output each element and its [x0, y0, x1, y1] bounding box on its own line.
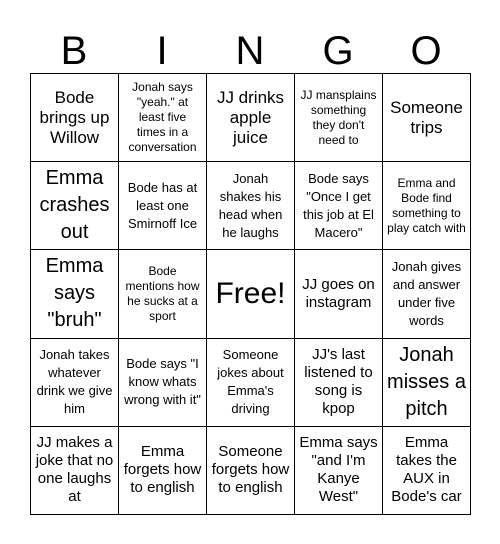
bingo-cell-text: Someone forgets how to english — [211, 443, 290, 497]
bingo-cell-text: Emma and Bode find something to play catch with — [387, 175, 466, 235]
bingo-cell-text: JJ's last listened to song is kpop — [304, 346, 373, 418]
bingo-board — [30, 73, 471, 515]
bingo-cell-text: Someone jokes about Emma's driving — [217, 347, 284, 417]
bingo-cell-text: Bode mentions how he sucks at a sport — [125, 263, 200, 323]
bingo-cell-text: Jonah misses a pitch — [387, 343, 466, 420]
bingo-cell[interactable] — [119, 339, 207, 427]
bingo-cell[interactable] — [295, 162, 383, 250]
bingo-cell-text: Someone trips — [390, 97, 463, 137]
header-letter-b: B — [60, 29, 88, 73]
bingo-cell[interactable] — [295, 427, 383, 515]
bingo-cell[interactable] — [31, 162, 119, 250]
bingo-cell[interactable] — [383, 74, 471, 162]
bingo-cell[interactable] — [383, 250, 471, 338]
bingo-cell-text: Bode says "I know whats wrong with it" — [124, 356, 201, 408]
bingo-cell-text: Emma says "and I'm Kanye West" — [299, 434, 378, 506]
bingo-cell-text: JJ drinks apple juice — [216, 87, 285, 147]
bingo-header — [30, 28, 470, 74]
bingo-cell[interactable] — [207, 339, 295, 427]
bingo-cell[interactable] — [295, 74, 383, 162]
bingo-cell-text: Jonah gives and answer under five words — [391, 258, 462, 328]
bingo-cell[interactable] — [207, 74, 295, 162]
bingo-cell[interactable] — [295, 339, 383, 427]
bingo-cell[interactable] — [31, 250, 119, 338]
header-letter-o: O — [410, 29, 442, 73]
bingo-cell[interactable] — [383, 427, 471, 515]
bingo-cell-text: Jonah takes whatever drink we give him — [36, 347, 113, 417]
header-letter-g: G — [322, 29, 354, 73]
free-space[interactable] — [207, 250, 295, 338]
bingo-cell[interactable] — [31, 339, 119, 427]
bingo-cell[interactable] — [119, 162, 207, 250]
bingo-cell-text: JJ mansplains something they don't need to — [300, 87, 377, 147]
bingo-cell[interactable] — [383, 339, 471, 427]
bingo-cell-text: Emma forgets how to english — [123, 443, 202, 497]
bingo-cell-text: Bode brings up Willow — [39, 87, 110, 147]
bingo-cell-text: Jonah says "yeah." at least five times in a conversation — [128, 80, 197, 155]
bingo-cell[interactable] — [207, 427, 295, 515]
header-letter-n: N — [235, 29, 265, 73]
bingo-cell-text: Emma crashes out — [39, 167, 110, 244]
bingo-cell-text: Bode says "Once I get this job at El Macero" — [303, 170, 374, 240]
bingo-cell-text: Emma takes the AUX in Bode's car — [391, 434, 462, 506]
bingo-cell[interactable] — [31, 74, 119, 162]
bingo-cell[interactable] — [119, 74, 207, 162]
bingo-cell[interactable] — [119, 427, 207, 515]
bingo-cell-text: Jonah shakes his head when he laughs — [218, 170, 283, 240]
bingo-cell-text: Bode has at least one Smirnoff Ice — [127, 179, 198, 231]
bingo-cell[interactable] — [207, 162, 295, 250]
bingo-cell-text: JJ makes a joke that no one laughs at — [35, 434, 114, 506]
bingo-cell[interactable] — [383, 162, 471, 250]
bingo-cell[interactable] — [295, 250, 383, 338]
bingo-cell-text: Emma says "bruh" — [45, 255, 104, 332]
header-letter-i: I — [156, 29, 168, 73]
free-space-text: Free! — [215, 276, 286, 310]
bingo-cell-text: JJ goes on instagram — [302, 275, 375, 311]
bingo-cell[interactable] — [119, 250, 207, 338]
bingo-cell[interactable] — [31, 427, 119, 515]
